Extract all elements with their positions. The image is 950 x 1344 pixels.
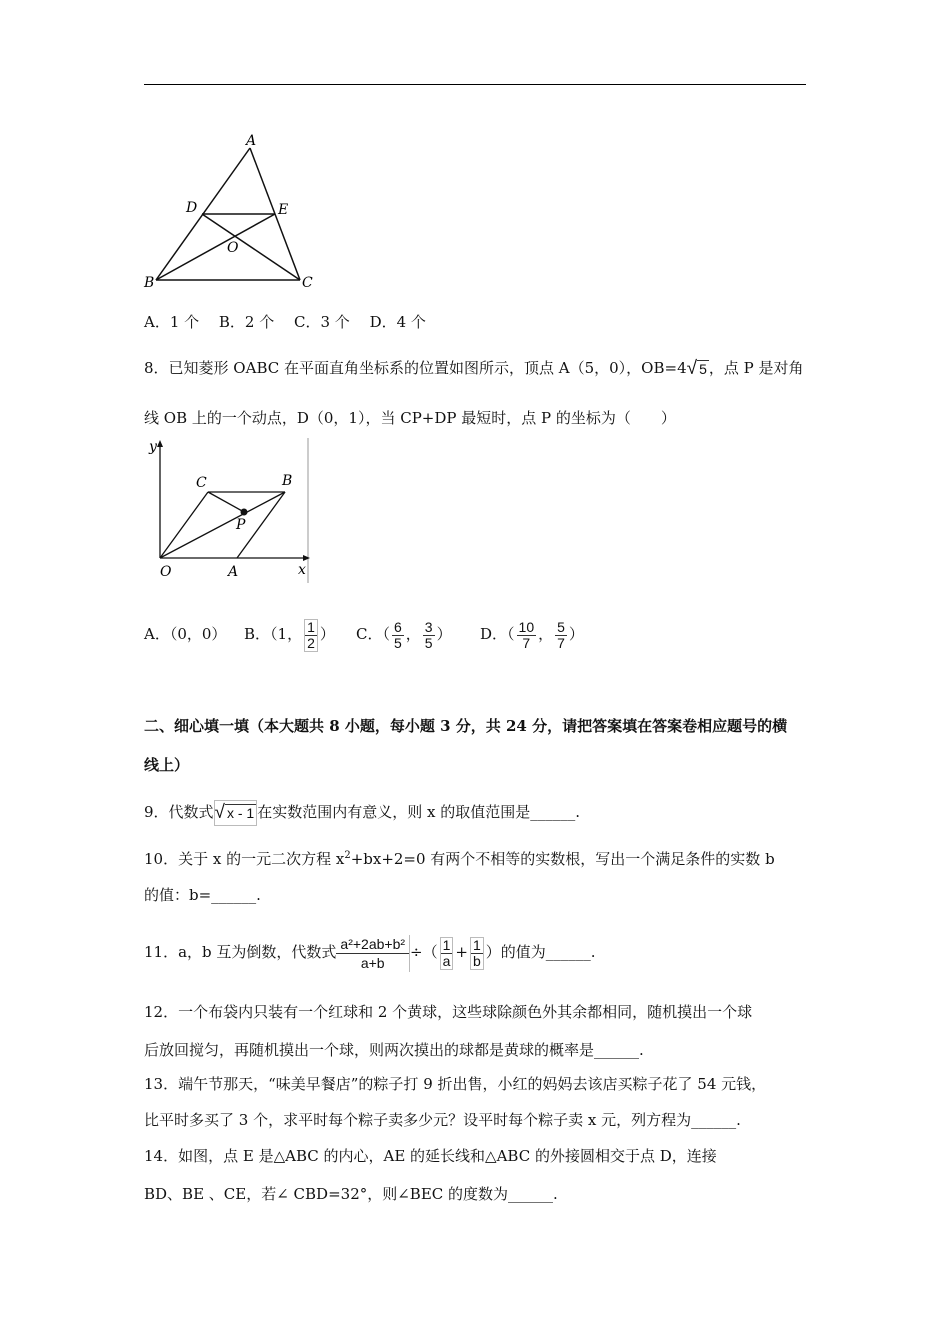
q8-option-c: C．（ $\frac{6}{5}$ ， $\frac{3}{5}$ ）: [356, 618, 452, 651]
fraction-10-7: $\frac{10}{7}$: [518, 618, 535, 651]
y-arrow-icon: [157, 440, 163, 447]
q8-option-d: D．（ $\frac{10}{7}$ ， $\frac{5}{7}$ ）: [480, 618, 584, 651]
label-b: B: [282, 473, 293, 489]
q8-option-a: A．（0，0）: [144, 625, 227, 643]
fraction-6-5: $\frac{6}{5}$: [393, 618, 402, 651]
label-a: A: [246, 133, 257, 149]
q8-line1-tail: ，点 P 是对角: [708, 359, 804, 377]
q8-line1: [144, 358, 804, 379]
side-oc: [160, 492, 208, 558]
diagonal-ob: [160, 492, 285, 558]
label-o: O: [227, 240, 239, 256]
fraction-expression: $\frac{\text{a²+2ab+b²}}{a+b}$: [336, 935, 410, 972]
section-2-heading-line1: 二、细心填一填（本大题共 8 小题，每小题 3 分，共 24 分，请把答案填在答案卷相应题号的横: [144, 717, 788, 735]
q10-line1: 10．关于 x 的一元二次方程 $x^2+bx+2=0$ 有两个不相等的实数根，写出一个满足条件的实数 b: [144, 850, 775, 868]
coordinate-figure: [140, 438, 315, 583]
q8-option-b: B．（1， $\frac{1}{2}$ ）: [244, 618, 335, 651]
label-o: O: [160, 564, 172, 580]
fraction-1-2: $\frac{1}{2}$: [304, 619, 318, 652]
fraction-1-b: $\frac{1}{b}$: [470, 937, 484, 970]
label-p: P: [236, 517, 246, 533]
fraction-3-5: $\frac{3}{5}$: [424, 618, 433, 651]
sqrt-x-minus-1: √ x - 1: [214, 800, 258, 826]
point-p: [241, 509, 248, 516]
label-b: B: [144, 275, 155, 291]
sqrt-5: √ 5: [686, 358, 707, 379]
q7-options: A．1 个 B．2 个 C．3 个 D．4 个: [144, 313, 426, 331]
triangle-figure: [140, 130, 330, 295]
q12-line2: 后放回搅匀，再随机摸出一个球，则两次摸出的球都是黄球的概率是______.: [144, 1041, 644, 1059]
label-d: D: [186, 200, 198, 216]
x-arrow-icon: [303, 555, 310, 561]
q13-line2: 比平时多买了 3 个，求平时每个粽子卖多少元？设平时每个粽子卖 x 元，列方程为______.: [144, 1111, 741, 1129]
q14-line2: BD、BE 、CE，若∠ CBD=32°，则∠BEC 的度数为______.: [144, 1185, 558, 1203]
label-c: C: [196, 475, 207, 491]
q10-line2: 的值：b=______.: [144, 886, 261, 904]
section-2-heading-line2: 线上）: [144, 756, 190, 774]
label-a: A: [228, 564, 239, 580]
fraction-5-7: $\frac{5}{7}$: [557, 618, 565, 651]
label-c: C: [302, 275, 313, 291]
q12-line1: 12．一个布袋内只装有一个红球和 2 个黄球，这些球除颜色外其余都相同，随机摸出一个球: [144, 1003, 753, 1021]
label-e: E: [278, 202, 289, 218]
q8-line2: 线 OB 上的一个动点，D（0，1），当 CP+DP 最短时，点 P 的坐标为（ ）: [144, 409, 676, 427]
q8-line1-text: 8．已知菱形 OABC 在平面直角坐标系的位置如图所示，顶点 A（5，0），OB=4: [144, 359, 687, 377]
fraction-1-a: $\frac{1}{a}$: [440, 937, 454, 970]
q13-line1: 13．端午节那天，“味美早餐店”的粽子打 9 折出售，小红的妈妈去该店买粽子花了 54 元钱，: [144, 1075, 767, 1093]
segment-cp: [208, 492, 244, 512]
label-x: x: [298, 562, 306, 578]
header-rule: [144, 84, 806, 85]
label-y: y: [149, 439, 157, 455]
q11: 11．a，b 互为倒数，代数式 $\frac{\text{a²+2ab+b²}}{a+b}$ ÷（ $\frac{1}{a}$ + $\frac{1}{b}$ ）的值为______.: [144, 935, 596, 971]
q9: 9．代数式√ x - 1 在实数范围内有意义，则 x 的取值范围是______.: [144, 800, 580, 826]
q14-line1: 14．如图，点 E 是△ABC 的内心，AE 的延长线和△ABC 的外接圆相交于点 D，连接: [144, 1147, 717, 1165]
